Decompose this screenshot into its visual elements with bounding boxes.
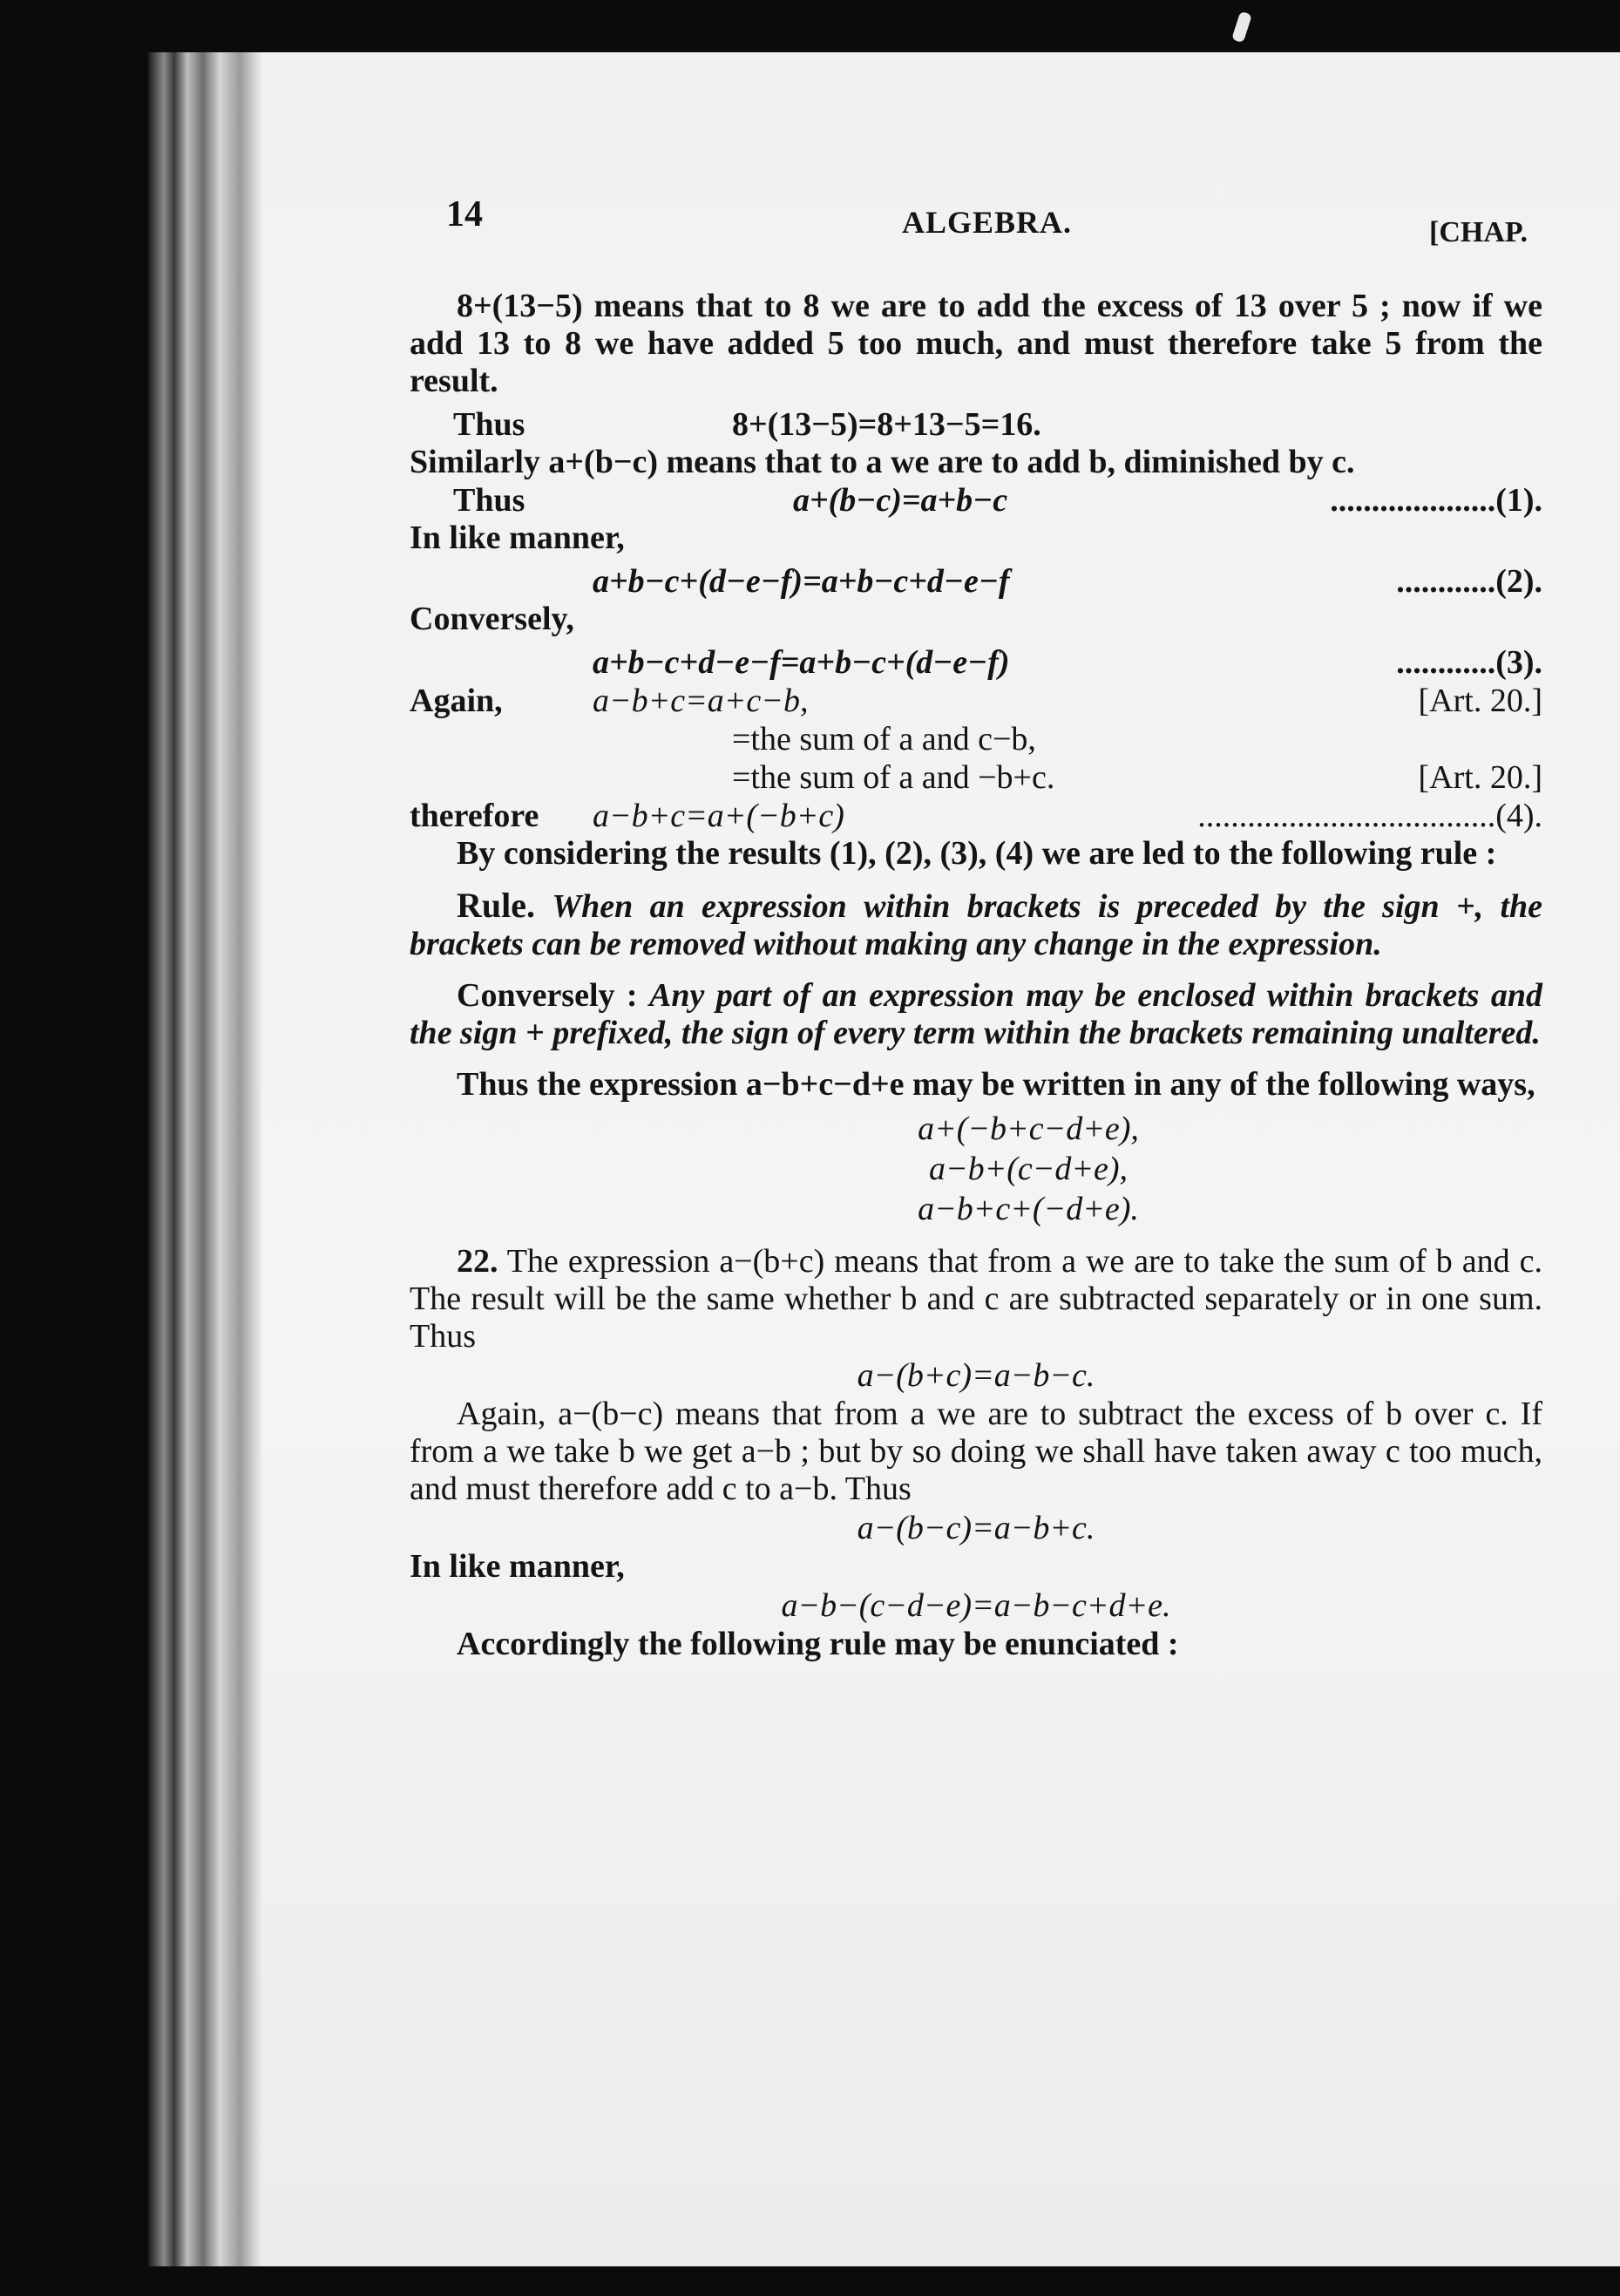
article-22	[410, 1243, 1542, 1355]
way-item: a−b+c+(−d+e).	[918, 1191, 1139, 1227]
paragraph-accordingly: Accordingly the following rule may be enunciated :	[457, 1626, 1179, 1662]
art-reference-1: [Art. 20.]	[1418, 683, 1542, 719]
equation-2: a+b−c+(d−e−f)=a+b−c+d−e−f	[593, 563, 1010, 600]
paragraph-again: Again, a−(b−c) means that from a we are to subtract the excess of b over c. If from a we take b we get a−b ; but by so doing we shall have taken away c too much, and must therefore add c to a−b. Thus	[410, 1396, 1542, 1507]
sum-row-2	[410, 758, 1542, 797]
paragraph-considering: By considering the results (1), (2), (3), (4) we are led to the following rule :	[457, 835, 1497, 872]
page-header	[0, 194, 1620, 246]
equation-3-row	[410, 643, 1542, 682]
conversely-label: Conversely,	[410, 601, 574, 637]
equation-1: a+(b−c)=a+b−c	[793, 482, 1008, 519]
art-reference-2: [Art. 20.]	[1418, 759, 1542, 796]
equation-4-row	[410, 797, 1542, 835]
numeric-equation: 8+(13−5)=8+13−5=16.	[732, 406, 1041, 443]
sum-row-1	[410, 720, 1542, 758]
equation-2-ref: ............(2).	[1396, 563, 1542, 600]
again-row	[410, 682, 1542, 720]
paragraph-excess: 8+(13−5) means that to 8 we are to add the excess of 13 over 5 ; now if we add 13 to 8 we have added 5 too much, and must therefore take 5 from the result.	[410, 288, 1542, 399]
chapter-label: [CHAP.	[1429, 216, 1528, 248]
way-item: a−b+(c−d+e),	[928, 1151, 1129, 1187]
conversely-paragraph	[410, 977, 1542, 1052]
thus-label-2: Thus	[453, 482, 525, 519]
equation-1-row	[410, 481, 1542, 520]
equation-6: a−(b−c)=a−b+c.	[857, 1510, 1095, 1546]
equation-2-row	[410, 562, 1542, 601]
article-number: 22.	[457, 1243, 498, 1280]
page-number: 14	[446, 194, 483, 234]
again-equation: a−b+c=a+c−b,	[593, 683, 809, 719]
way-item: a+(−b+c−d+e),	[918, 1111, 1139, 1147]
paragraph-thus-expression: Thus the expression a−b+c−d+e may be written in any of the following ways,	[457, 1066, 1535, 1103]
equation-1-ref: ....................(1).	[1330, 482, 1542, 519]
thus-label: Thus	[453, 406, 525, 443]
equation-4: a−b+c=a+(−b+c)	[593, 798, 844, 834]
paragraph-similarly: Similarly a+(b−c) means that to a we are to add b, diminished by c.	[410, 444, 1355, 480]
scan-artifact	[1231, 11, 1252, 44]
rule-text: When an expression within brackets is preceded by the sign +, the brackets can be removed without making any change in the expression.	[410, 888, 1543, 962]
sum-line-1: =the sum of a and c−b,	[732, 721, 1036, 757]
running-title: ALGEBRA.	[902, 205, 1073, 240]
in-like-manner-2: In like manner,	[410, 1548, 625, 1585]
page-content	[410, 288, 1542, 1663]
equation-7: a−b−(c−d−e)=a−b−c+d+e.	[781, 1587, 1171, 1624]
equation-3: a+b−c+d−e−f=a+b−c+(d−e−f)	[593, 644, 1010, 681]
equation-3-ref: ............(3).	[1396, 644, 1542, 681]
rule-label: Rule.	[457, 886, 535, 925]
therefore-label: therefore	[410, 798, 539, 834]
equation-4-ref: ....................................(4).	[1197, 798, 1542, 834]
article-22-text: The expression a−(b+c) means that from a we are to take the sum of b and c. The result will be the same whether b and c are subtracted separately or in one sum. Thus	[410, 1243, 1542, 1355]
rule-paragraph	[410, 886, 1542, 963]
book-spine-edge	[148, 52, 279, 2266]
sum-line-2: =the sum of a and −b+c.	[732, 759, 1055, 796]
conversely-rule-label: Conversely :	[457, 977, 638, 1014]
in-like-manner: In like manner,	[410, 520, 625, 556]
conversely-rule-text: Any part of an expression may be enclosed within brackets and the sign + prefixed, the sign of every term within the brackets remaining unaltered.	[410, 977, 1543, 1051]
ways-list	[410, 1109, 1542, 1229]
equation-5: a−(b+c)=a−b−c.	[857, 1357, 1095, 1394]
thus-numeric-row	[410, 405, 1542, 444]
again-label: Again,	[410, 683, 503, 719]
